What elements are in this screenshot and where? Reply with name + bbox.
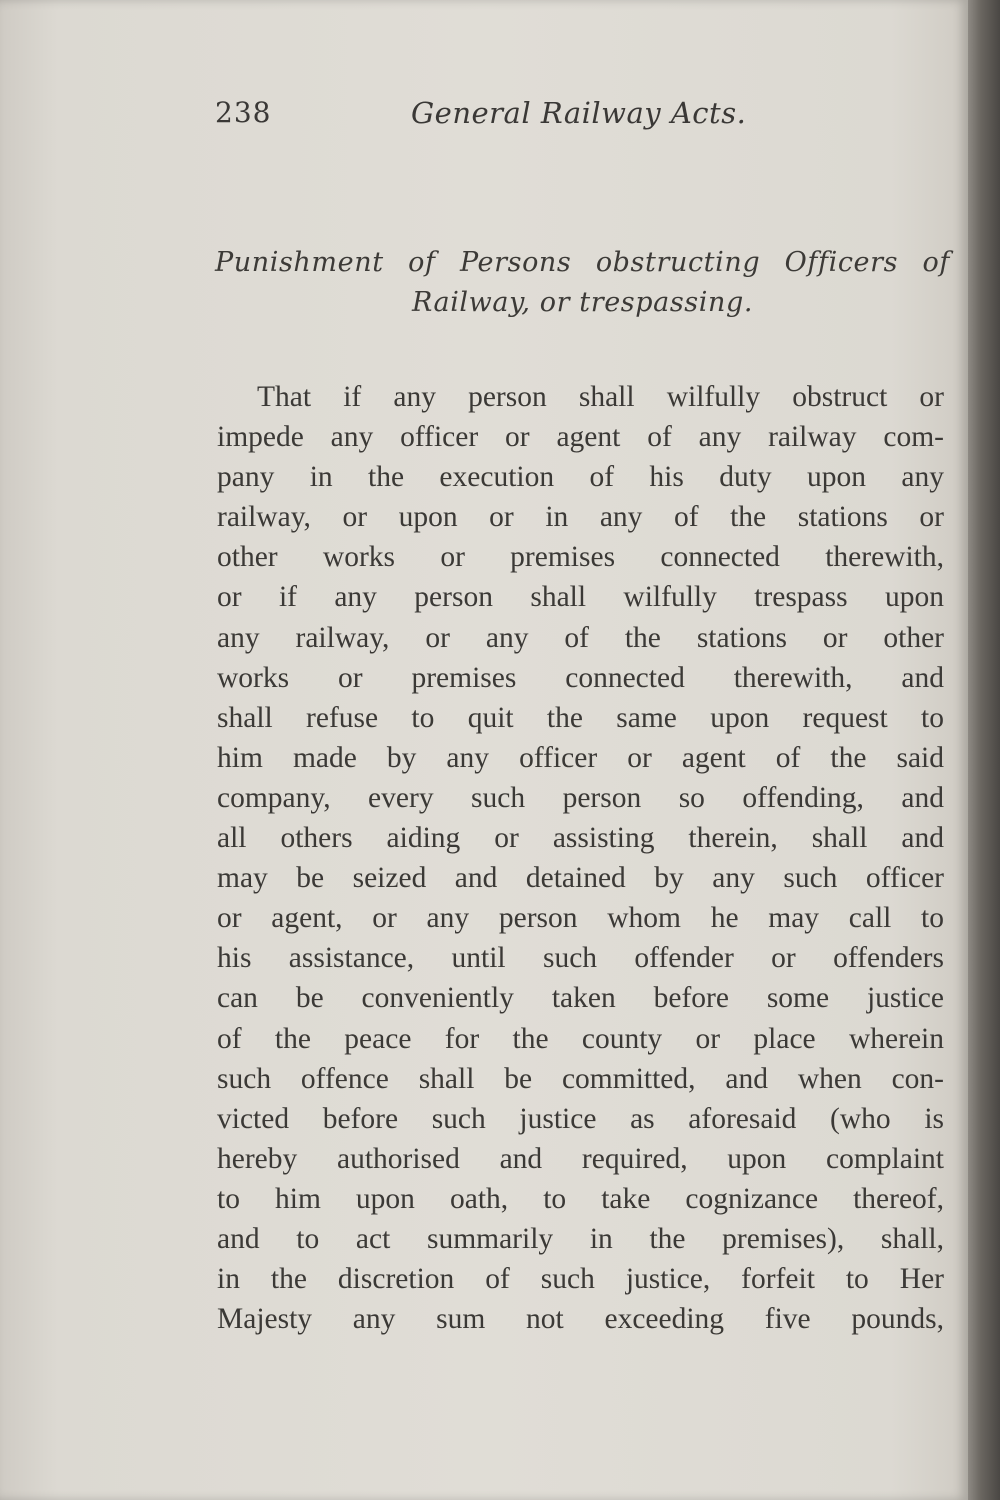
text-line: such offence shall be committed, and when con- (217, 1062, 944, 1095)
text-line: any railway, or any of the stations or other (217, 621, 944, 654)
text-line: or agent, or any person whom he may call to (217, 902, 944, 935)
text-line: may be seized and detained by any such officer (217, 862, 944, 895)
text-line: can be conveniently taken before some justice (217, 982, 944, 1015)
text-line: Majesty any sum not exceeding five pounds, (217, 1303, 944, 1336)
text-line: other works or premises connected therewith, (217, 541, 944, 574)
text-line: of the peace for the county or place wherein (217, 1022, 944, 1055)
section-heading-line-1: Punishment of Persons obstructing Officers of (215, 247, 950, 278)
text-line: company, every such person so offending, and (217, 781, 944, 814)
text-line: or if any person shall wilfully trespass upon (217, 581, 944, 614)
running-head-title: General Railway Acts. (411, 96, 747, 130)
text-line: shall refuse to quit the same upon request to (217, 701, 944, 734)
text-line: impede any officer or agent of any railway com- (217, 421, 944, 454)
text-line: and to act summarily in the premises), shall, (217, 1222, 944, 1255)
text-line: hereby authorised and required, upon complaint (217, 1142, 944, 1175)
text-line: railway, or upon or in any of the stations or (217, 501, 944, 534)
text-line: him made by any officer or agent of the said (217, 741, 944, 774)
text-line: all others aiding or assisting therein, shall and (217, 822, 944, 855)
section-heading-line-2: Railway, or trespassing. (411, 287, 754, 318)
page-number: 238 (215, 96, 272, 129)
text-line: to him upon oath, to take cognizance thereof, (217, 1182, 944, 1215)
text-line: in the discretion of such justice, forfeit to Her (217, 1263, 944, 1296)
text-line: That if any person shall wilfully obstruct or (257, 381, 944, 413)
running-head (215, 96, 775, 146)
text-line: his assistance, until such offender or offenders (217, 942, 944, 975)
page-edge-shadow (968, 0, 1000, 1500)
section-heading (215, 243, 950, 323)
text-line: pany in the execution of his duty upon any (217, 461, 944, 494)
body-paragraph (217, 377, 944, 1339)
text-line: works or premises connected therewith, and (217, 661, 944, 694)
text-line: victed before such justice as aforesaid (who is (217, 1102, 944, 1135)
